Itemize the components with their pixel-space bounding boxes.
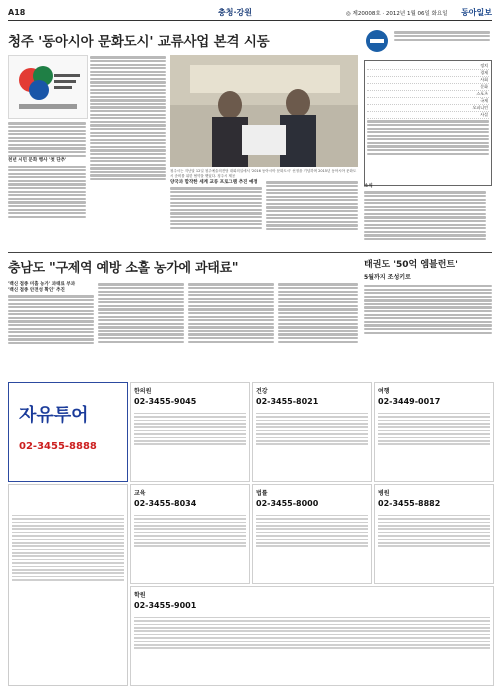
section-divider (8, 252, 492, 253)
culture-city-logo-image (8, 55, 88, 119)
ad-tile: 여행 02-3449-0017 (374, 382, 494, 482)
sidebar-row: 스포츠 (367, 91, 489, 98)
story2-column-2 (98, 282, 184, 377)
story1-column-2 (90, 55, 166, 250)
story3-subhead: 5월까지 조성키로 (364, 274, 411, 281)
sidebar-row: 경제 (367, 70, 489, 77)
story2-column-1 (8, 282, 94, 377)
story1-subhead-2: 양국과 합작한 세계 교류 프로그램 추진 예정 (170, 180, 258, 185)
ad-tile: 학원 02-3455-9001 (130, 586, 494, 686)
ad-tile: 법률 02-3455-8000 (252, 484, 372, 584)
story1-headline: 청주 '동아시아 문화도시' 교류사업 본격 시동 (8, 34, 270, 50)
sidebar-row: 사설 (367, 112, 489, 119)
page-number: A18 (8, 8, 26, 17)
sidebar-row: 오피니언 (367, 105, 489, 112)
sidebar-table (364, 60, 492, 186)
story2-headline: 충남도 "구제역 예방 소홀 농가에 과태료" (8, 261, 239, 276)
story1-column-1 (8, 121, 86, 251)
story3 (364, 257, 492, 377)
story1-photo (170, 55, 358, 167)
story2-column-3 (188, 282, 274, 377)
story1-photo-caption: 청주시는 지난달 12일 청주예술의전당 대회의실에서 '2016 동아시아 문화도시' 선정을 기념하며 2015년 동아시아 문화도시 준비를 위한 협약을 맺었다. 청주시 제공 (170, 169, 357, 178)
story1-column-4 (266, 180, 358, 250)
ad-tile: 건강 02-3455-8021 (252, 382, 372, 482)
ad-main-phone: 02-3455-8888 (19, 441, 97, 452)
ad-tile: 병원 02-3455-8882 (374, 484, 494, 584)
ad-tile: 교육 02-3455-8034 (130, 484, 250, 584)
sidebar-row: 사회 (367, 77, 489, 84)
ad-tile: 한의원 02-3455-9045 (130, 382, 250, 482)
channel-logo-icon (364, 28, 390, 54)
ad-main (8, 382, 128, 482)
issue-date: ◎ 제20008호 · 2012년 1월 06일 화요일 (346, 11, 448, 17)
story2-subhead-2: '백신 접종 안전성 확인' 추진 (8, 288, 65, 293)
page-header-bar (8, 6, 492, 21)
sidebar-row: 국제 (367, 98, 489, 105)
story1-column-3 (170, 180, 262, 250)
section-name: 충청·강원 (218, 8, 252, 17)
story1-subhead-1: 천년 시민 문화 행사 '첫 단추' (8, 158, 67, 164)
story2-column-4 (278, 282, 358, 377)
story2-subhead-1: '백신 접종 미흡 농가' 과태료 부과 (8, 282, 76, 287)
sidebar-row: 정치 (367, 63, 489, 70)
sidebar-badge: 소식 (364, 184, 373, 189)
ad-main-title: 자유투어 (19, 405, 89, 426)
newspaper-name: 동아일보 (461, 8, 492, 17)
story3-headline: 태권도 '50억 엠블런트' (364, 260, 458, 270)
sidebar-index (364, 28, 492, 248)
ad-main-details (8, 484, 128, 686)
sidebar-row: 문화 (367, 84, 489, 91)
